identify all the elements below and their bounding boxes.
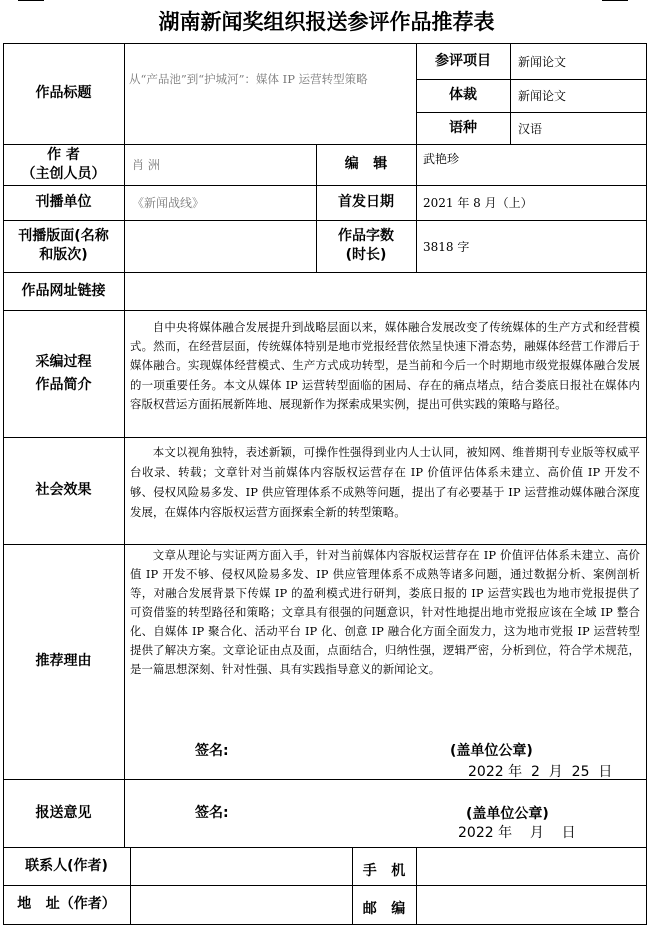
first-publish-date-value: 2021 年 8 月（上） [423, 196, 533, 210]
work-title-value: 从“产品池”到“护城河”：媒体 IP 运营转型策略 [129, 72, 368, 86]
page-title: 湖南新闻奖组织报送参评作品推荐表 [158, 10, 495, 34]
author-label: 作 者 （主创人员） [21, 146, 106, 182]
social-effect-text: 本文以视角独特，表述新颖，可操作性强得到业内人士认同，被知网、维普期刊专业版等权威平台收录、转载；文章针对当前媒体内容版权运营存在 IP 价值评估体系未建立、高价值 IP 开发不够、侵权风险易多发、IP 供应管理体系不成熟等问题，提出了有必要基于 IP 运营推动媒体融合深度发展，在媒体内容版权运营方面探索全新的转型策略。 [130, 445, 640, 519]
first-publish-date-label: 首发日期 [338, 194, 394, 210]
url-value [132, 272, 642, 310]
postcode-label: 邮 编 [362, 901, 406, 917]
address-label: 地 址（作者） [17, 896, 116, 912]
language-value: 汉语 [518, 121, 543, 136]
reason-text: 文章从理论与实证两方面入手，针对当前媒体内容版权运营存在 IP 价值评估体系未建立、高价值 IP 开发不够、侵权风险易多发、IP 供应管理体系不成熟等诸多问题，通过数据分析、案例剖析等，对融合发展背景下传媒 IP 的盈利模式进行研判，娄底日报的 IP 运营实践也为地市党报提供了可资借鉴的转型路径和策略；文章具有很强的问题意识，针对性地提出地市党报应该在全域 IP 整合化、自媒体 IP 聚合化、活动平台 IP 化、创意 IP 融合化方面全面发力，这为地市党报 IP 运营转型提供了解决方案。文章论证由点及面，点面结合，归纳性强，逻辑严密，分析到位，符合学术规范，是一篇思想深刻、针对性强、具有实践指导意义的新闻论文。 [130, 548, 640, 676]
phone-label: 手 机 [362, 862, 406, 879]
contact-value [136, 847, 346, 885]
word-count-value: 3818 字 [423, 239, 470, 254]
social-effect-label: 社会效果 [35, 482, 92, 498]
genre-label: 体裁 [449, 87, 477, 103]
submit-opinion-label: 报送意见 [35, 804, 92, 821]
publication-edition-label: 刊播版面(名称 和版次) [18, 228, 109, 263]
word-count-label: 作品字数 (时长) [338, 228, 394, 263]
contact-label: 联系人(作者) [25, 857, 108, 874]
language-label: 语种 [449, 119, 477, 136]
submit-stamp-label: (盖单位公章) [466, 806, 549, 822]
publication-unit-label: 刊播单位 [35, 194, 92, 210]
reason-sign-date: 2022 年 2 月 25 日 [468, 764, 613, 780]
category-value: 新闻论文 [518, 54, 567, 69]
process-intro-label: 采编过程 作品简介 [35, 353, 92, 393]
address-value [136, 885, 346, 924]
url-label: 作品网址链接 [21, 282, 106, 299]
reason-label: 推荐理由 [35, 653, 92, 669]
reason-stamp-label: (盖单位公章) [450, 743, 533, 759]
phone-value [422, 847, 642, 885]
editor-value: 武艳珍 [423, 152, 460, 166]
category-label: 参评项目 [435, 52, 491, 69]
submit-sign-date: 2022 年 月 日 [458, 825, 576, 841]
editor-label: 编 辑 [344, 156, 388, 172]
publication-unit-value: 《新闻战线》 [132, 196, 205, 210]
process-intro-text: 自中央将媒体融合发展提升到战略层面以来，媒体融合发展改变了传统媒体的生产方式和经营模式。然而，在经营层面，传统媒体特别是地市党报经营依然呈快速下滑态势，融媒体经营工作滞后于媒体融合。实现媒体经营模式、生产方式成功转型，是当前和今后一个时期地市级党报媒体融合发展的一项重要任务。本文从媒体 IP 运营转型面临的困局、存在的痛点堵点，结合娄底日报社在媒体内容版权营运方面拓展新阵地、展现新作为探索成果实例，提出可供实践的策略与路径。 [130, 320, 640, 411]
submit-sign-label: 签名: [195, 805, 229, 821]
author-value: 肖 洲 [132, 158, 160, 172]
postcode-value [422, 885, 642, 924]
genre-value: 新闻论文 [518, 89, 567, 103]
work-title-label: 作品标题 [35, 85, 92, 101]
reason-sign-label: 签名: [195, 743, 229, 759]
publication-edition-value [132, 220, 312, 272]
